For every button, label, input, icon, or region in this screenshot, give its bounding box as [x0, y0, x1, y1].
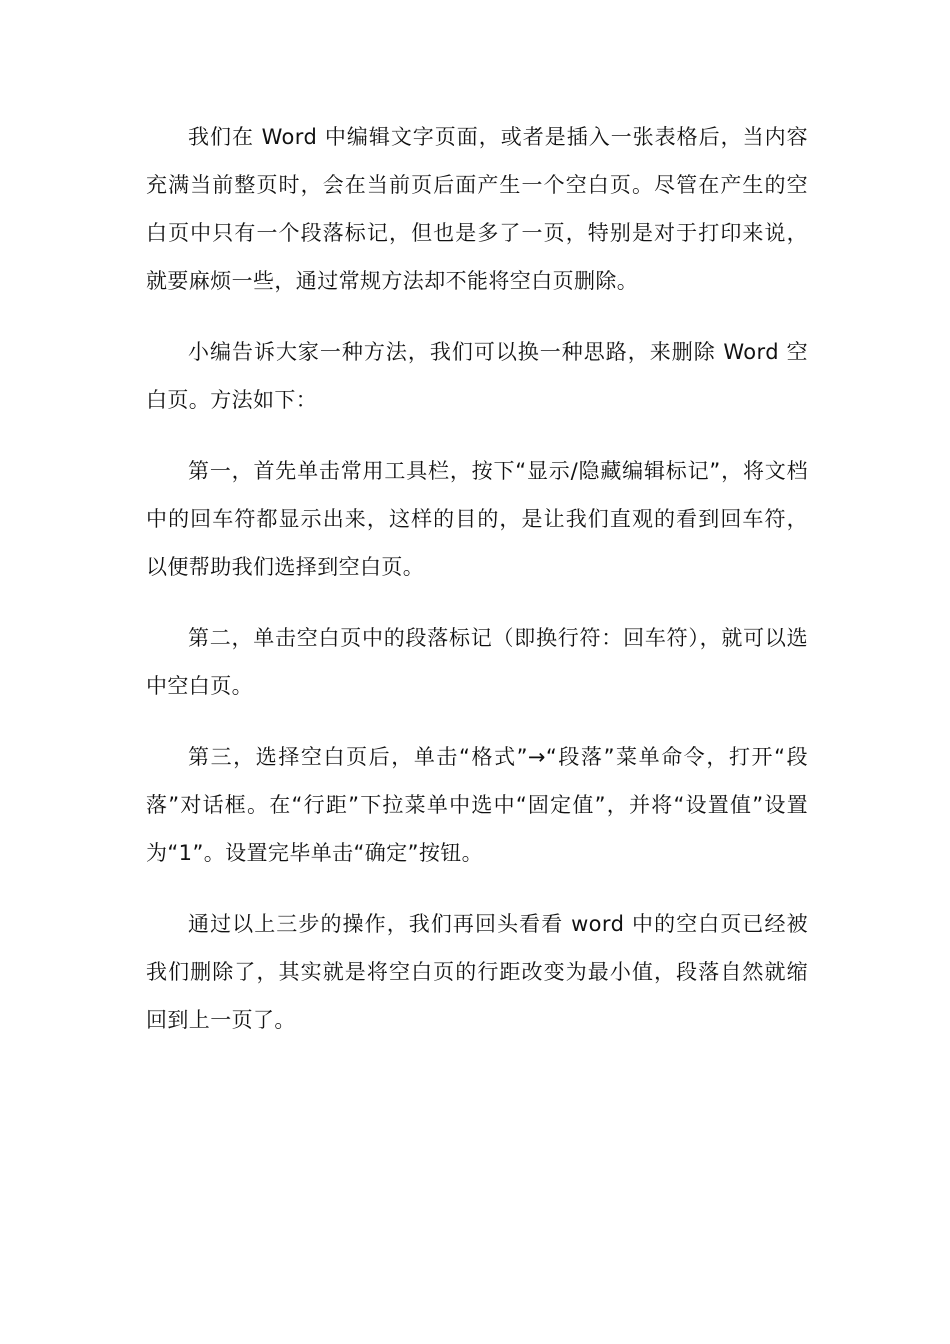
- paragraph-method: 小编告诉大家一种方法，我们可以换一种思路，来删除 Word 空白页。方法如下：: [146, 340, 808, 412]
- paragraph-conclusion: 通过以上三步的操作，我们再回头看看 word 中的空白页已经被我们删除了，其实就是将空白页的行距改变为最小值，段落自然就缩回到上一页了。: [146, 912, 808, 1032]
- paragraph-step-one: 第一，首先单击常用工具栏，按下“显示/隐藏编辑标记”，将文档中的回车符都显示出来，这样的目的，是让我们直观的看到回车符，以便帮助我们选择到空白页。: [146, 459, 808, 579]
- document-body: [146, 113, 808, 1044]
- paragraph-intro: 我们在 Word 中编辑文字页面，或者是插入一张表格后，当内容充满当前整页时，会在当前页后面产生一个空白页。尽管在产生的空白页中只有一个段落标记，但也是多了一页，特别是对于打印来说，就要麻烦一些，通过常规方法却不能将空白页删除。: [146, 125, 808, 293]
- paragraph-step-three: 第三，选择空白页后，单击“格式”→“段落”菜单命令，打开“段落”对话框。在“行距”下拉菜单中选中“固定值”，并将“设置值”设置为“1”。设置完毕单击“确定”按钮。: [146, 745, 808, 865]
- paragraph-step-two: 第二，单击空白页中的段落标记（即换行符：回车符），就可以选中空白页。: [146, 626, 808, 698]
